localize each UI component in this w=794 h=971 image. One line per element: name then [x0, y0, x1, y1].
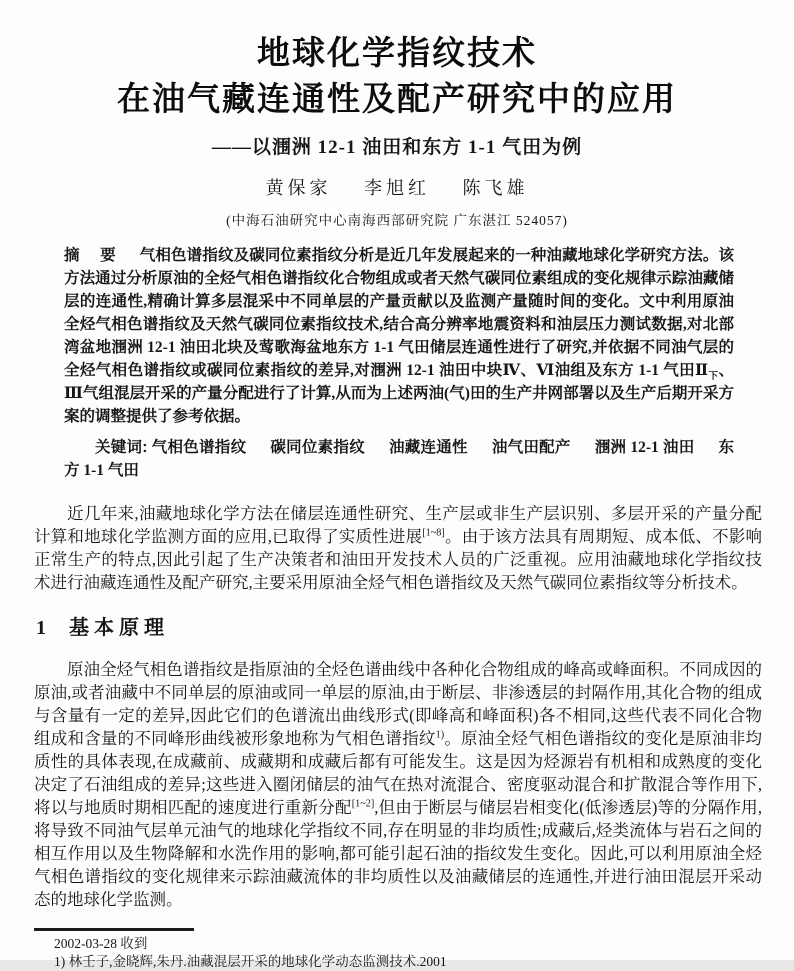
keyword-item: 油气田配产	[491, 439, 571, 456]
footnote-reference: 1) 林壬子,金晓辉,朱丹.油藏混层开采的地球化学动态监测技术.2001	[54, 953, 447, 969]
paper-title	[0, 0, 794, 122]
keywords-label: 关键词:	[95, 439, 148, 456]
keyword-item: 涠洲 12-1 油田	[594, 439, 695, 456]
author-list	[0, 176, 794, 201]
keyword-item: 碳同位素指纹	[270, 439, 365, 456]
keyword-item: 东方 1-1 气田	[64, 439, 734, 479]
principle-paragraph: 原油全烃气相色谱指纹是指原油的全烃色谱曲线中各种化合物组成的峰高或峰面积。不同成因的原油,或者油藏中不同单层的原油或同一单层的原油,由于断层、非渗透层的封隔作用,其化合物的组成与含量有一定的差异,因此它们的色谱流出曲线形式(即峰高和峰面积)各不相同,这些代表不同化合物组成和含量的不同峰形曲线被形象地称为气相色谱指纹$^{1)}$。原油全烃气相色谱指纹的变化是原油非均质性的具体表现,在成藏前、成藏期和成藏后都有可能发生。这是因为烃源岩有机相和成熟度的变化决定了石油组成的差异;这些进入圈闭储层的油气在热对流混合、密度驱动混合和扩散混合等作用下,将以与地质时期相匹配的速度进行重新分配[1~2],但由于断层与储层岩相变化(低渗透层)等的分隔作用,将导致不同油气层单元油气的地球化学指纹不同,存在明显的非均质性;成藏后,烃类流体与岩石之间的相互作用以及生物降解和水洗作用的影响,都可能引起石油的指纹发生变化。因此,可以利用原油全烃气相色谱指纹的变化规律来示踪油藏流体的非均质性以及油藏储层的连通性,并进行油田混层开采动态的地球化学监测。	[34, 660, 763, 909]
abstract-paragraph	[64, 244, 734, 428]
abstract-label: 摘 要	[64, 247, 124, 264]
intro-paragraph: 近几年来,油藏地球化学方法在储层连通性研究、生产层或非生产层识别、多层开采的产量分配计算和地球化学监测方面的应用,已取得了实质性进展[1~8]。由于该方法具有周期短、成本低、不影响正常生产的特点,因此引起了生产决策者和油田开发技术人员的广泛重视。应用油藏地球化学指纹技术进行油藏连通性及配产研究,主要采用原油全烃气相色谱指纹及天然气碳同位素指纹等分析技术。	[34, 504, 763, 592]
keyword-item: 气相色谱指纹	[151, 439, 247, 456]
author-name: 黄保家	[265, 178, 332, 198]
author-name: 陈飞雄	[462, 178, 529, 198]
section-heading-1	[36, 614, 794, 642]
keywords-paragraph	[64, 436, 734, 482]
footnote-divider	[34, 928, 194, 931]
section-title: 基本原理	[69, 617, 169, 639]
author-affiliation: (中海石油研究中心南海西部研究院 广东湛江 524057)	[226, 213, 568, 228]
paper-title-line-1: 地球化学指纹技术	[257, 34, 537, 71]
received-date: 2002-03-28 收到	[54, 935, 148, 951]
paper-subtitle: ——以涠洲 12-1 油田和东方 1-1 气田为例	[211, 137, 583, 158]
author-name: 李旭红	[364, 178, 430, 198]
abstract-text: 气相色谱指纹及碳同位素指纹分析是近几年发展起来的一种油藏地球化学研究方法。该方法通过分析原油的全烃气相色谱指纹化合物组成或者天然气碳同位素组成的变化规律示踪油藏储层的连通性,精确计算多层混采中不同单层的产量贡献以及监测产量随时间的变化。文中利用原油全烃气相色谱指纹及天然气碳同位素指纹技术,结合高分辨率地震资料和油层压力测试数据,对北部湾盆地涠洲 12-1 油田北块及莺歌海盆地东方 1-1 气田储层连通性进行了研究,并依据不同油气层的全烃气相色谱指纹或碳同位素指纹的差异,对涠洲 12-1 油田中块Ⅳ、Ⅵ油组及东方 1-1 气田$Ⅱ_下$、Ⅲ气组混层开采的产量分配进行了计算,从而为上述两油(气)田的生产井网部署以及生产后期开采方案的调整提供了参考依据。	[64, 247, 735, 425]
section-number: 1	[36, 617, 46, 639]
paper-title-line-2: 在油气藏连通性及配产研究中的应用	[117, 80, 677, 117]
keyword-item: 油藏连通性	[388, 439, 468, 456]
